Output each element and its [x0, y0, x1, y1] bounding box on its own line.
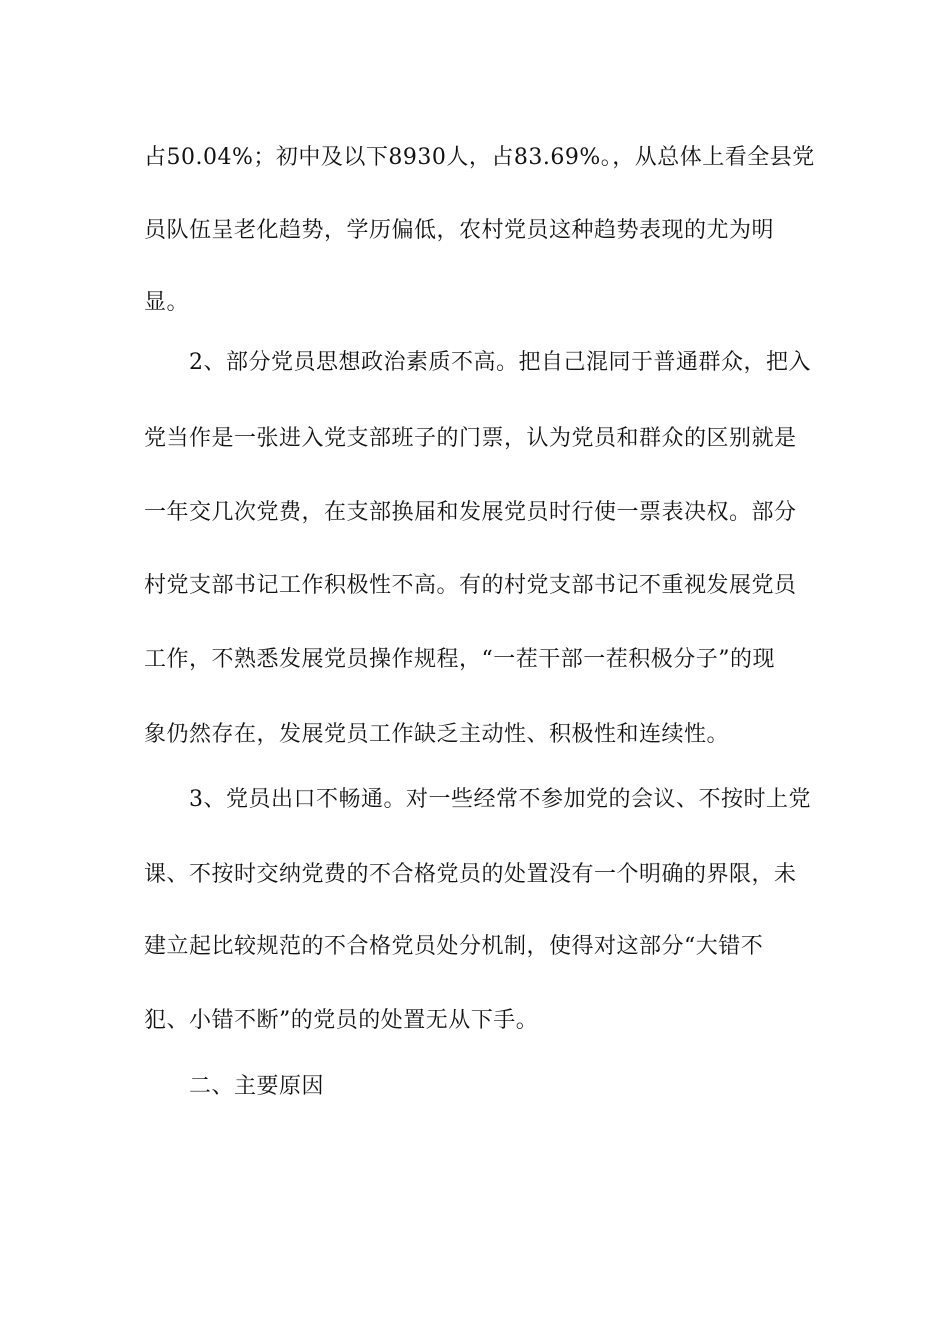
text-line-9: 象仍然存在，发展党员工作缺乏主动性、积极性和连续性。 — [144, 722, 730, 747]
section-heading: 二、主要原因 — [189, 1074, 325, 1099]
text-line-1: 占50.04%；初中及以下8930人，占83.69%。，从总体上看全县党 — [144, 145, 815, 170]
text-line-8: 工作，不熟悉发展党员操作规程，“一茬干部一茬积极分子”的现 — [144, 647, 775, 672]
text-line-2: 员队伍呈老化趋势，学历偏低，农村党员这种趋势表现的尤为明 — [144, 218, 775, 243]
text-line-6: 一年交几次党费，在支部换届和发展党员时行使一票表决权。部分 — [144, 500, 797, 525]
text-line-12: 建立起比较规范的不合格党员处分机制，使得对这部分“大错不 — [144, 934, 764, 959]
text-line-13: 犯、小错不断”的党员的处置无从下手。 — [144, 1008, 539, 1033]
text-line-7: 村党支部书记工作积极性不高。有的村党支部书记不重视发展党员 — [144, 573, 797, 598]
text-line-5: 党当作是一张进入党支部班子的门票，认为党员和群众的区别就是 — [144, 426, 797, 451]
paragraph-3-start: 3、党员出口不畅通。对一些经常不参加党的会议、不按时上党 — [189, 787, 811, 812]
text-line-3: 显。 — [144, 290, 190, 315]
text-line-11: 课、不按时交纳党费的不合格党员的处置没有一个明确的界限，未 — [144, 862, 797, 887]
paragraph-2-start: 2、部分党员思想政治素质不高。把自己混同于普通群众，把入 — [189, 350, 811, 375]
